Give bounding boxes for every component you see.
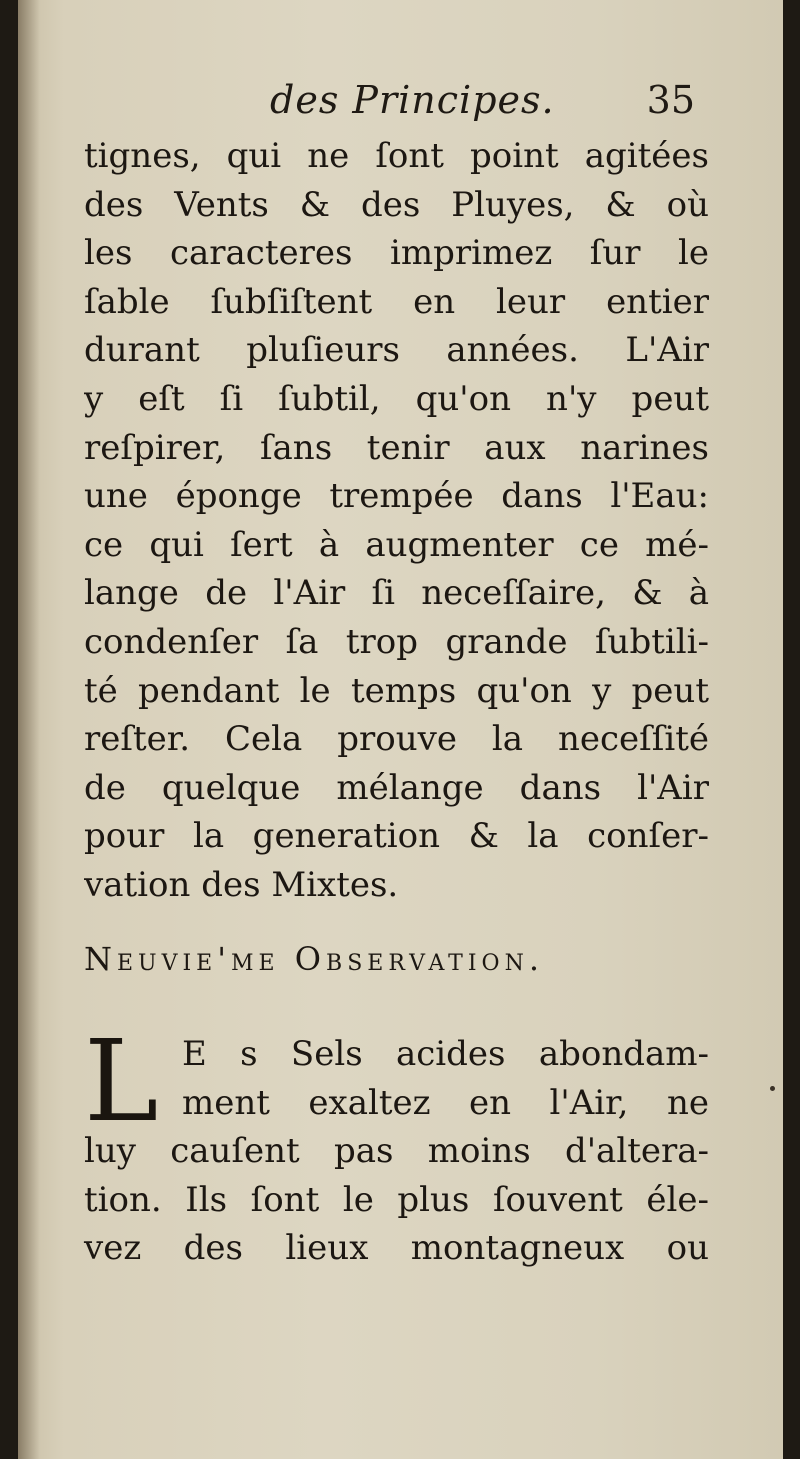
- drop-cap: L: [84, 1017, 159, 1147]
- paper-speck: [770, 1086, 775, 1091]
- text-line: ce qui ſert à augmenter ce mé-: [84, 524, 709, 565]
- text-line: tion. Ils ſont le plus ſouvent éle-: [84, 1179, 709, 1220]
- text-line: reſter. Cela prouve la neceſſité: [84, 719, 709, 760]
- text-line: durant pluſieurs années. L'Air: [84, 330, 709, 371]
- text-line: pour la generation & la conſer-: [84, 816, 709, 857]
- running-head: des Principes.: [270, 78, 555, 122]
- text-line: ſable ſubſiſtent en leur entier: [84, 281, 709, 322]
- paragraph-2: [84, 1017, 709, 1290]
- text-line: E s Sels acides abondam-: [182, 1034, 709, 1074]
- text-line: lange de l'Air ſi neceſſaire, & à: [84, 573, 709, 614]
- text-line: luy cauſent pas moins d'altera-: [84, 1131, 709, 1172]
- text-line: y eſt ſi ſubtil, qu'on n'y peut: [84, 378, 709, 419]
- page-number: 35: [646, 78, 695, 122]
- section-heading: Neuvie'me Observation.: [84, 940, 545, 978]
- book-page: [18, 0, 783, 1459]
- text-line: té pendant le temps qu'on y peut: [84, 670, 709, 711]
- text-line: ment exaltez en l'Air, ne: [182, 1082, 709, 1123]
- binding-shadow: [18, 0, 40, 1459]
- page-header: [18, 78, 783, 134]
- text-line: des Vents & des Pluyes, & où: [84, 184, 709, 225]
- text-line: vez des lieux montagneux ou: [84, 1228, 709, 1269]
- text-line: vation des Mixtes.: [84, 864, 399, 905]
- text-line: reſpirer, ſans tenir aux narines: [84, 427, 709, 468]
- text-line: une éponge trempée dans l'Eau:: [84, 476, 709, 517]
- text-line: de quelque mélange dans l'Air: [84, 767, 709, 808]
- text-line: les caracteres imprimez ſur le: [84, 233, 709, 274]
- paragraph-1: [84, 132, 709, 910]
- text-line: condenſer ſa trop grande ſubtili-: [84, 621, 709, 662]
- text-line: tignes, qui ne ſont point agitées: [84, 136, 709, 176]
